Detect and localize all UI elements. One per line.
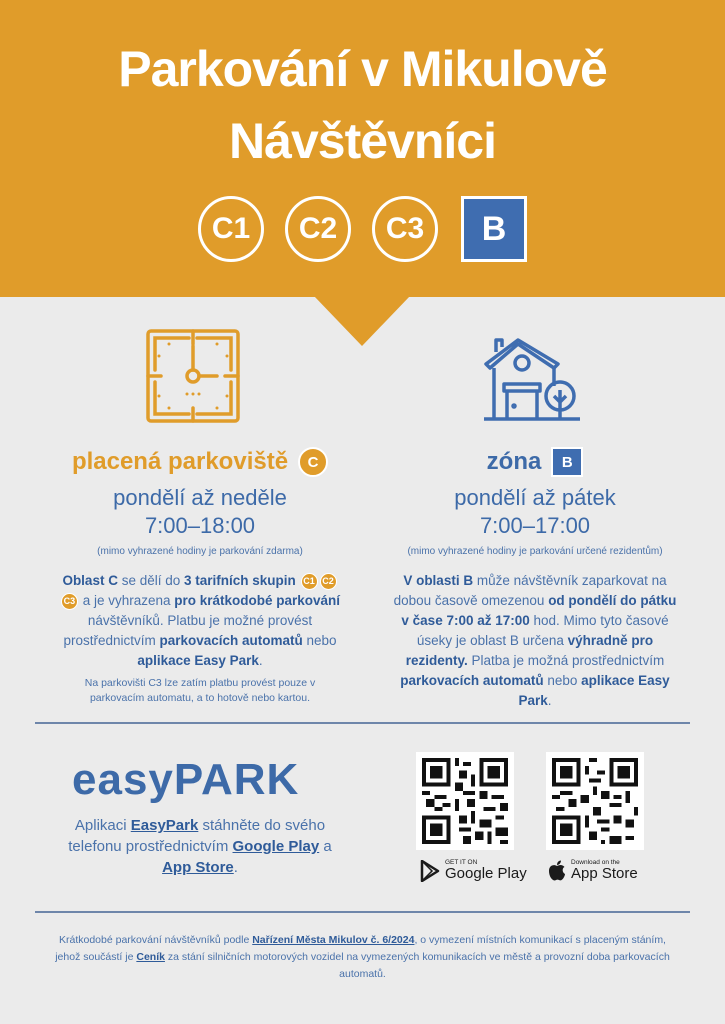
mini-c3-badge: C3 <box>61 593 78 610</box>
easypark-logo: easyPARK <box>72 755 300 804</box>
app-store-qr-code[interactable] <box>546 752 644 850</box>
zone-b-small-badge: B <box>551 447 583 477</box>
app-store-link[interactable]: App Store <box>162 859 234 876</box>
header-banner <box>0 0 725 297</box>
paid-parking-hours: 7:00–18:00 <box>144 513 256 538</box>
paid-parking-title: placená parkoviště <box>71 448 289 475</box>
paid-parking-small-note: Na parkovišti C3 lze zatím platbu provést pouze v parkovacím automatu, a to hotově nebo kartou. <box>84 677 316 704</box>
mini-c2-badge: C2 <box>320 573 337 590</box>
zone-badges <box>0 196 725 262</box>
clock-icon <box>145 328 241 424</box>
page-subtitle: Návštěvníci <box>229 113 496 169</box>
play-store-icon <box>420 860 440 882</box>
zone-c3-badge: C3 <box>372 196 438 262</box>
regulation-link[interactable]: Nařízení Města Mikulov č. 6/2024 <box>252 934 415 946</box>
zone-c1-badge: C1 <box>198 196 264 262</box>
zone-b-section <box>375 446 695 711</box>
zone-b-note: (mimo vyhrazené hodiny je parkování určené rezidentům) <box>407 546 663 557</box>
zone-c-badge: C <box>298 447 328 477</box>
zone-b-badge: B <box>461 196 527 262</box>
footer-legal-text: Krátkodobé parkování návštěvníků podle Nařízení Města Mikulov č. 6/2024, o vymezení místních komunikací s placeným stáním, jehož součástí je Ceník za stání silničních motorových vozidel na vymezených komunikacích ve městě a provozní doba parkovacích automatů. <box>55 934 670 980</box>
apple-icon <box>548 860 566 882</box>
google-play-link[interactable]: Google Play <box>232 838 320 855</box>
pricelist-link[interactable]: Ceník <box>136 951 165 963</box>
divider-top <box>35 722 690 724</box>
easypark-instructions: Aplikaci EasyPark stáhněte do svého telefonu prostřednictvím Google Play a App Store. <box>68 817 332 876</box>
zone-b-days: pondělí až pátek <box>454 485 616 510</box>
house-icon <box>482 334 582 426</box>
mini-c1-badge: C1 <box>301 573 318 590</box>
google-play-qr-code[interactable] <box>416 752 514 850</box>
divider-bottom <box>35 911 690 913</box>
zone-b-description: V oblasti B může návštěvník zaparkovat na dobou časově omezenou od pondělí do pátku v čase 7:00 až 17:00 hod. Mimo tyto časové úseky je oblast B určena výhradně pro rezidenty. Platba je možná prostřednictvím parkovacích automatů nebo aplikace Easy Park. <box>393 573 677 708</box>
paid-parking-section <box>40 446 360 706</box>
app-store-badge[interactable]: Download on the App Store <box>548 859 638 882</box>
paid-parking-description: Oblast C se dělí do 3 tarifních skupin C1 C2C3 a je vyhrazena pro krátkodobé parkování návštěvníků. Platbu je možné provést prostřednictvím parkovacích automatů nebo aplikace Easy Park. <box>62 573 341 668</box>
google-play-badge[interactable]: GET IT ON Google Play <box>420 859 527 882</box>
zone-c2-badge: C2 <box>285 196 351 262</box>
paid-parking-note: (mimo vyhrazené hodiny je parkování zdarma) <box>97 546 303 557</box>
easypark-link[interactable]: EasyPark <box>130 817 199 834</box>
header-pointer <box>314 296 410 346</box>
zone-b-hours: 7:00–17:00 <box>479 513 591 538</box>
paid-parking-days: pondělí až neděle <box>113 485 287 510</box>
page-title: Parkování v Mikulově <box>118 41 607 97</box>
zone-b-title: zóna <box>486 448 542 475</box>
